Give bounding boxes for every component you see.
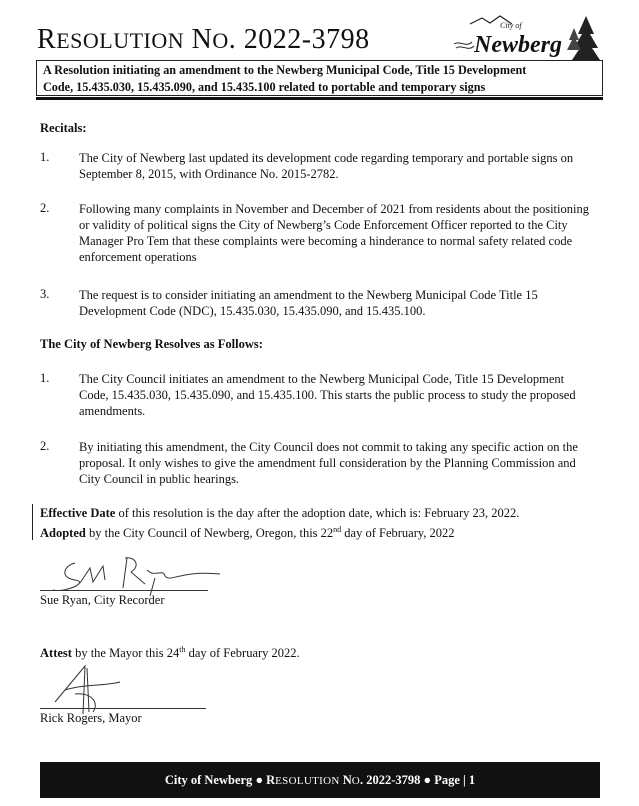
resolve-number: 1. — [40, 371, 50, 385]
recitals-heading: Recitals: — [40, 121, 87, 135]
header-divider — [36, 97, 603, 100]
resolve-text: By initiating this amendment, the City Council does not commit to taking any specific action on the proposal. It only wishes to give the amendment full consideration by the Planning Commission and City Council in public hearings. — [79, 440, 578, 486]
page-title: RESOLUTION NO. 2022-3798 — [37, 24, 370, 55]
recital-text: Following many complaints in November and December of 2021 from residents about the positioning or validity of political signs the City of Newberg’s Code Enforcement Officer reported to the City Manager Pro Tem that these complaints were becoming a hinderance to normal safety related code enforcement operations — [79, 202, 589, 264]
page-footer: City of Newberg ● RESOLUTION NO. 2022-3798 ● Page | 1 — [40, 762, 600, 798]
mayor-name: Rick Rogers, Mayor — [40, 711, 142, 725]
attest-line: Attest by the Mayor this 24th day of February 2022. — [40, 645, 300, 661]
recital-text: The City of Newberg last updated its development code regarding temporary and portable signs on September 8, 2015, with Ordinance No. 2015-2782. — [79, 151, 574, 181]
city-logo — [452, 14, 602, 64]
mayor-signature-line — [40, 708, 206, 709]
resolve-text: The City Council initiates an amendment to the Newberg Municipal Code, Title 15 Development Code, 15.435.030, 15.435.090, and 15.435.100. This starts the public process to study the proposed amendments. — [79, 372, 576, 418]
svg-text:City of: City of — [500, 21, 522, 30]
recital-number: 2. — [40, 201, 50, 215]
resolution-subtitle: A Resolution initiating an amendment to the Newberg Municipal Code, Title 15 Development Code, 15.435.030, 15.435.090, and 15.435.100 related to portable and temporary signs — [36, 60, 603, 96]
revision-bar — [32, 504, 33, 540]
effective-date: Effective Date of this resolution is the day after the adoption date, which is: February 23, 2022. — [40, 506, 520, 520]
resolves-heading: The City of Newberg Resolves as Follows: — [40, 337, 263, 351]
svg-text:Newberg: Newberg — [474, 32, 562, 58]
page-number: Page | 1 — [434, 773, 476, 787]
recital-text: The request is to consider initiating an amendment to the Newberg Municipal Code Title 15 Development Code (NDC), 15.435.030, 15.435.090, and 15.435.100. — [79, 288, 538, 318]
recorder-name: Sue Ryan, City Recorder — [40, 593, 165, 607]
recital-number: 1. — [40, 150, 50, 164]
adopted-line: Adopted by the City Council of Newberg, Oregon, this 22nd day of February, 2022 — [40, 525, 455, 541]
resolve-number: 2. — [40, 439, 50, 453]
recorder-signature-line — [40, 590, 208, 591]
recital-number: 3. — [40, 287, 50, 301]
